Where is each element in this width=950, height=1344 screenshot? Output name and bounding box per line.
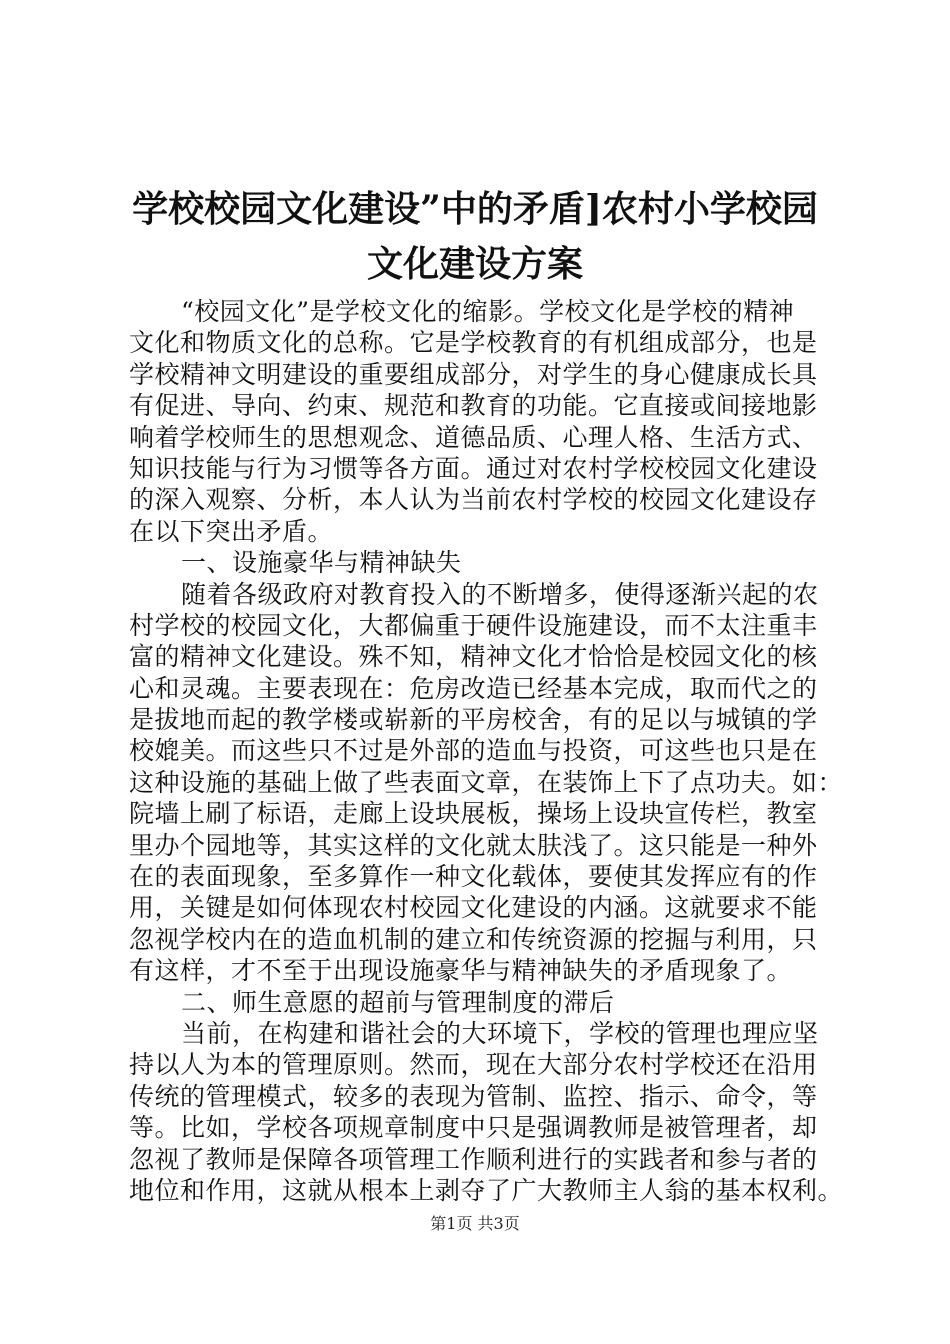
text-line: 有这样，才不至于出现设施豪华与精神缺失的矛盾现象了。 bbox=[129, 956, 793, 986]
document-body bbox=[129, 296, 844, 1206]
text-line: 二、师生意愿的超前与管理制度的滞后 bbox=[181, 987, 615, 1017]
text-line: 心和灵魂。主要表现在：危房改造已经基本完成，取而代之的 bbox=[129, 673, 818, 703]
text-line: “校园文化”是学校文化的缩影。学校文化是学校的精神 bbox=[181, 297, 795, 326]
text-line: 一、设施豪华与精神缺失 bbox=[181, 548, 462, 578]
text-line: 响着学校师生的思想观念、道德品质、心理人格、生活方式、 bbox=[129, 422, 818, 452]
text-line: 当前，在构建和谐社会的大环境下，学校的管理也理应坚 bbox=[181, 1018, 819, 1048]
text-line: 忽视学校内在的造血机制的建立和传统资源的挖掘与利用，只 bbox=[129, 924, 818, 954]
text-line: 持以人为本的管理原则。然而，现在大部分农村学校还在沿用 bbox=[129, 1050, 818, 1080]
text-line: 等。比如，学校各项规章制度中只是强调教师是被管理者，却 bbox=[129, 1113, 818, 1143]
text-line: 文化和物质文化的总称。它是学校教育的有机组成部分，也是 bbox=[129, 328, 818, 358]
text-line: 随着各级政府对教育投入的不断增多，使得逐渐兴起的农 bbox=[181, 579, 819, 609]
text-line: 这种设施的基础上做了些表面文章，在装饰上下了点功夫。如： bbox=[129, 767, 844, 797]
text-line: 里办个园地等，其实这样的文化就太肤浅了。这只能是一种外 bbox=[129, 830, 818, 860]
text-line: 校媲美。而这些只不过是外部的造血与投资，可这些也只是在 bbox=[129, 736, 818, 766]
document-title-line-1: 学校校园文化建设”中的矛盾]农村小学校园 bbox=[132, 188, 818, 230]
text-line: 是拔地而起的教学楼或崭新的平房校舍，有的足以与城镇的学 bbox=[129, 705, 818, 735]
text-line: 知识技能与行为习惯等各方面。通过对农村学校校园文化建设 bbox=[129, 453, 818, 483]
text-line: 传统的管理模式，较多的表现为管制、监控、指示、命令，等 bbox=[129, 1081, 818, 1111]
text-line: 学校精神文明建设的重要组成部分，对学生的身心健康成长具 bbox=[129, 359, 818, 389]
text-line: 村学校的校园文化，大都偏重于硬件设施建设，而不太注重丰 bbox=[129, 610, 818, 640]
text-line: 地位和作用，这就从根本上剥夺了广大教师主人翁的基本权利。 bbox=[129, 1175, 844, 1205]
text-line: 在以下突出矛盾。 bbox=[129, 516, 334, 546]
text-line: 用，关键是如何体现农村校园文化建设的内涵。这就要求不能 bbox=[129, 893, 818, 923]
page-footer: 第1页 共3页 bbox=[430, 1214, 520, 1233]
text-line: 富的精神文化建设。殊不知，精神文化才恰恰是校园文化的核 bbox=[129, 642, 818, 672]
text-line: 在的表面现象，至多算作一种文化载体，要使其发挥应有的作 bbox=[129, 862, 818, 892]
text-line: 有促进、导向、约束、规范和教育的功能。它直接或间接地影 bbox=[129, 391, 818, 421]
text-line: 院墙上刷了标语，走廊上设块展板，操场上设块宣传栏，教室 bbox=[129, 799, 818, 829]
text-line: 忽视了教师是保障各项管理工作顺利进行的实践者和参与者的 bbox=[129, 1144, 818, 1174]
text-line: 的深入观察、分析，本人认为当前农村学校的校园文化建设存 bbox=[129, 485, 818, 515]
document-title-line-2: 文化建设方案 bbox=[366, 243, 583, 285]
